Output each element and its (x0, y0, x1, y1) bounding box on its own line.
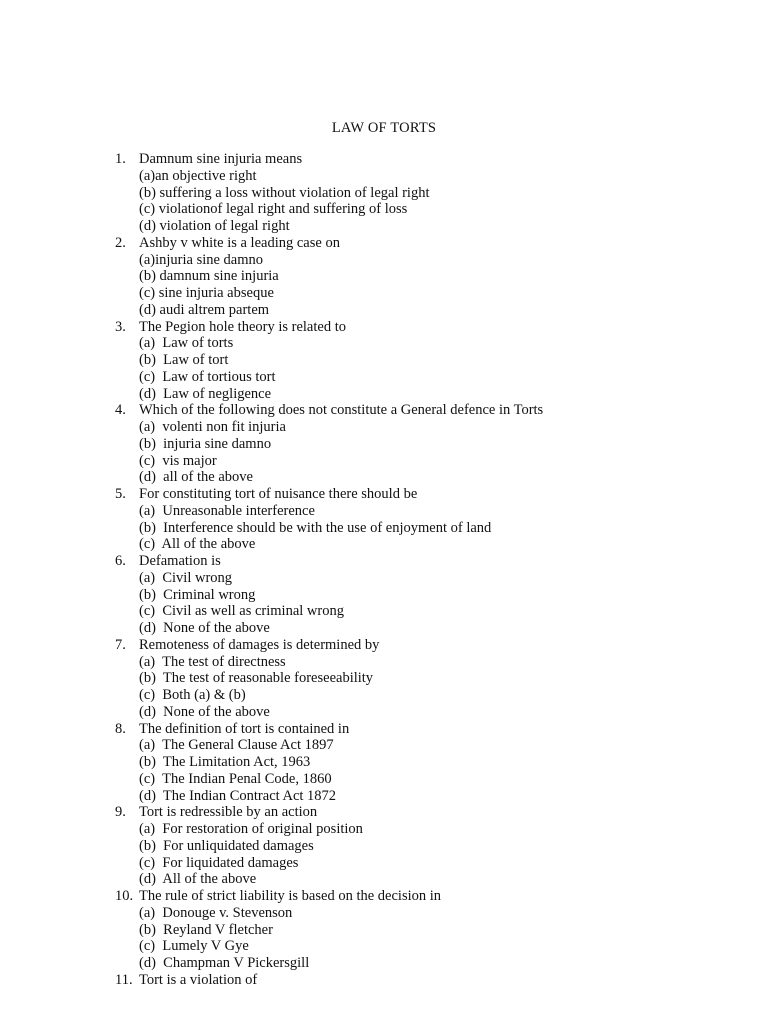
answer-option-text: (c) For liquidated damages (139, 854, 299, 871)
question-number: 5. (115, 486, 126, 502)
question-item (0, 637, 768, 721)
answer-option-text: (c) sine injuria abseque (139, 285, 274, 301)
answer-option-text: (c) Lumely V Gye (139, 938, 249, 955)
question-number: 11. (115, 971, 133, 988)
question-stem (0, 553, 768, 570)
answer-option (0, 503, 768, 520)
answer-option-text: (a) volenti non fit injuria (139, 419, 286, 435)
question-item (0, 235, 768, 319)
answer-option (0, 754, 768, 771)
question-stem (0, 319, 768, 336)
answer-option-text: (b) For unliquidated damages (139, 837, 314, 854)
answer-option (0, 536, 768, 553)
answer-option-text: (d) None of the above (139, 620, 270, 636)
answer-option (0, 788, 768, 805)
answer-option (0, 352, 768, 369)
answer-option (0, 670, 768, 687)
answer-option (0, 704, 768, 721)
answer-option (0, 855, 768, 872)
answer-option-text: (a)an objective right (139, 167, 257, 184)
answer-option-text: (b) Interference should be with the use of enjoyment of land (139, 519, 492, 536)
answer-option (0, 771, 768, 788)
question-stem (0, 486, 768, 503)
question-item (0, 486, 768, 553)
answer-option-text: (b) damnum sine injuria (139, 268, 279, 285)
question-text: The Pegion hole theory is related to (139, 318, 346, 335)
answer-option (0, 871, 768, 888)
answer-option (0, 905, 768, 922)
answer-option (0, 201, 768, 218)
question-number: 9. (115, 804, 126, 821)
answer-option-text: (c) vis major (139, 452, 217, 469)
answer-option-text: (d) Law of negligence (139, 385, 272, 402)
question-text: Which of the following does not constitute a General defence in Torts (139, 402, 544, 419)
question-stem (0, 888, 768, 905)
question-stem (0, 721, 768, 738)
answer-option (0, 922, 768, 939)
answer-option (0, 369, 768, 386)
answer-option (0, 185, 768, 202)
answer-option-text: (a) Donouge v. Stevenson (139, 904, 293, 921)
question-text: Defamation is (139, 553, 221, 569)
answer-option-text: (c) The Indian Penal Code, 1860 (139, 770, 332, 787)
question-stem (0, 972, 768, 989)
question-text: The rule of strict liability is based on the decision in (139, 888, 442, 904)
answer-option-text: (d) Champman V Pickersgill (139, 955, 310, 971)
question-number: 6. (115, 553, 126, 569)
question-number: 1. (115, 151, 126, 167)
question-item (0, 721, 768, 805)
answer-option-text: (c) violationof legal right and suffering of loss (139, 201, 408, 218)
question-list (0, 151, 768, 989)
answer-option-text: (a)injuria sine damno (139, 251, 264, 268)
question-text: Tort is a violation of (139, 971, 258, 988)
answer-option-text: (d) violation of legal right (139, 218, 290, 234)
answer-option-text: (d) The Indian Contract Act 1872 (139, 787, 337, 804)
answer-option-text: (c) All of the above (139, 536, 256, 553)
question-stem (0, 804, 768, 821)
question-item (0, 888, 768, 972)
answer-option-text: (a) The test of directness (139, 653, 286, 670)
answer-option (0, 168, 768, 185)
answer-option-text: (d) all of the above (139, 469, 253, 486)
question-stem (0, 151, 768, 168)
question-item (0, 319, 768, 403)
answer-option (0, 687, 768, 704)
answer-option (0, 302, 768, 319)
answer-option (0, 252, 768, 269)
answer-option (0, 603, 768, 620)
question-stem (0, 637, 768, 654)
answer-option (0, 587, 768, 604)
question-item (0, 972, 768, 989)
answer-option-text: (a) The General Clause Act 1897 (139, 737, 334, 754)
document-title: LAW OF TORTS (331, 120, 437, 136)
answer-option-text: (c) Both (a) & (b) (139, 687, 246, 703)
question-text: Tort is redressible by an action (139, 804, 318, 821)
question-number: 4. (115, 402, 126, 419)
answer-option-text: (b) The Limitation Act, 1963 (139, 754, 311, 770)
question-text: For constituting tort of nuisance there should be (139, 486, 418, 502)
question-stem (0, 235, 768, 252)
answer-option (0, 285, 768, 302)
answer-option (0, 419, 768, 436)
answer-option (0, 453, 768, 470)
question-text: The definition of tort is contained in (139, 720, 350, 737)
answer-option (0, 469, 768, 486)
question-text: Remoteness of damages is determined by (139, 636, 380, 653)
question-item (0, 402, 768, 486)
answer-option (0, 268, 768, 285)
answer-option (0, 821, 768, 838)
answer-option-text: (d) audi altrem partem (139, 301, 270, 318)
answer-option-text: (b) The test of reasonable foreseeability (139, 670, 374, 687)
question-item (0, 151, 768, 235)
question-text: Ashby v white is a leading case on (139, 234, 340, 251)
answer-option-text: (d) None of the above (139, 703, 270, 720)
question-number: 10. (115, 888, 134, 904)
answer-option-text: (b) injuria sine damno (139, 435, 272, 452)
answer-option (0, 938, 768, 955)
answer-option-text: (b) suffering a loss without violation of legal right (139, 184, 430, 201)
answer-option (0, 620, 768, 637)
answer-option-text: (b) Law of tort (139, 352, 229, 368)
answer-option (0, 218, 768, 235)
answer-option (0, 386, 768, 403)
question-item (0, 553, 768, 637)
answer-option-text: (b) Criminal wrong (139, 586, 256, 603)
answer-option (0, 570, 768, 587)
answer-option (0, 838, 768, 855)
answer-option (0, 955, 768, 972)
answer-option-text: (a) Law of torts (139, 335, 234, 352)
answer-option (0, 654, 768, 671)
answer-option (0, 436, 768, 453)
question-number: 3. (115, 318, 126, 335)
answer-option-text: (d) All of the above (139, 871, 257, 888)
answer-option-text: (a) Civil wrong (139, 569, 233, 586)
question-item (0, 804, 768, 888)
answer-option-text: (b) Reyland V fletcher (139, 921, 273, 938)
question-number: 7. (115, 636, 126, 653)
answer-option-text: (a) Unreasonable interference (139, 502, 315, 519)
answer-option (0, 335, 768, 352)
answer-option-text: (a) For restoration of original position (139, 821, 363, 837)
question-number: 2. (115, 234, 126, 251)
answer-option-text: (c) Civil as well as criminal wrong (139, 603, 344, 620)
answer-option (0, 737, 768, 754)
question-number: 8. (115, 720, 126, 737)
answer-option (0, 520, 768, 537)
answer-option-text: (c) Law of tortious tort (139, 368, 276, 385)
question-text: Damnum sine injuria means (139, 151, 303, 167)
question-stem (0, 402, 768, 419)
